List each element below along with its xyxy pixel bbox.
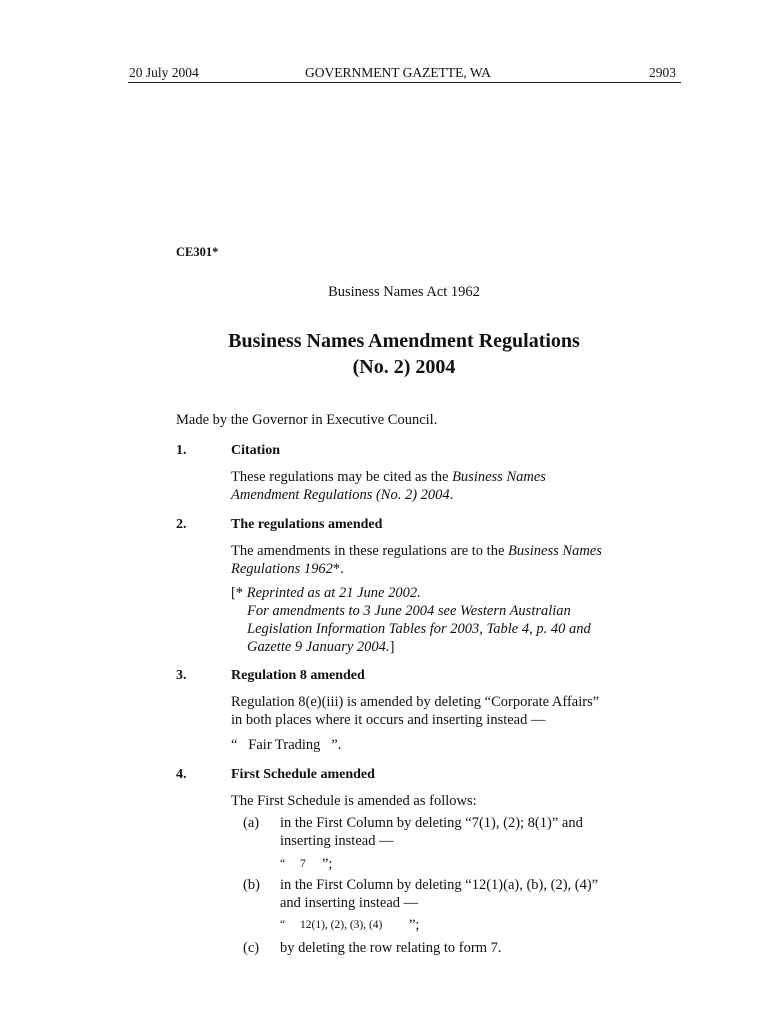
item-a-insert-open: “: [280, 858, 286, 870]
section-2-regulations-name: Regulations 1962: [231, 561, 333, 577]
section-3-text-line1: Regulation 8(e)(iii) is amended by deleting “Corporate Affairs”: [231, 694, 600, 710]
section-1-citation-name: Amendment Regulations (No. 2) 2004: [231, 487, 450, 503]
item-c-line1: by deleting the row relating to form 7.: [280, 940, 502, 956]
section-1-text-line2: [231, 487, 453, 504]
item-a-label: (a): [243, 815, 260, 831]
item-a-line1: in the First Column by deleting “7(1), (2); 8(1)” and: [280, 815, 583, 831]
section-4-number: 4.: [176, 767, 187, 782]
section-2-note-gazette: Gazette 9 January 2004.: [247, 639, 390, 655]
section-2-note-reprint: Reprinted as at 21 June 2002.: [246, 585, 421, 601]
section-1-text-plain: These regulations may be cited as the: [231, 469, 453, 485]
section-2-note-open: [*: [231, 585, 247, 601]
header-date: 20 July 2004: [129, 65, 199, 80]
section-3-insert: “ Fair Trading ”.: [231, 737, 342, 753]
regulation-title-line2: (No. 2) 2004: [352, 356, 456, 378]
section-2-text-plain: The amendments in these regulations are to the: [231, 543, 509, 559]
item-b-label: (b): [243, 877, 260, 893]
section-3-text-line2: in both places where it occurs and inserting instead —: [231, 712, 546, 728]
item-b-insert-value: 12(1), (2), (3), (4): [300, 919, 383, 931]
section-2-text-line1: [231, 543, 602, 560]
section-2-heading: The regulations amended: [231, 517, 383, 532]
item-b-insert-close: ”;: [409, 917, 420, 933]
section-4-heading: First Schedule amended: [231, 767, 375, 782]
section-2-number: 2.: [176, 517, 187, 532]
section-2-note-close: ]: [389, 639, 395, 655]
item-c-label: (c): [243, 940, 260, 956]
item-a-line2: inserting instead —: [280, 833, 394, 849]
section-2-note-line4: [247, 639, 394, 656]
section-2-text-end: *.: [332, 561, 344, 577]
section-2-note-line3: Legislation Information Tables for 2003, Table 4, p. 40 and: [247, 621, 591, 637]
header-page-number: 2903: [649, 65, 676, 80]
section-1-text-italic: Business Names: [452, 469, 546, 485]
item-b-line1: in the First Column by deleting “12(1)(a), (b), (2), (4)”: [280, 877, 599, 893]
item-b-insert-open: “: [280, 919, 286, 931]
section-1-heading: Citation: [231, 443, 280, 458]
section-3-heading: Regulation 8 amended: [231, 668, 365, 683]
section-2-note-line2: For amendments to 3 June 2004 see Western Australian: [247, 603, 571, 619]
notice-code: CE301*: [176, 245, 219, 259]
regulation-title-line1: Business Names Amendment Regulations: [228, 330, 580, 352]
section-4-intro: The First Schedule is amended as follows:: [231, 793, 477, 809]
item-a-insert-close: ”;: [322, 856, 333, 872]
section-2-note-line1: [231, 585, 421, 602]
section-1-number: 1.: [176, 443, 187, 458]
header-rule: [128, 82, 681, 83]
item-a-insert-value: 7: [300, 858, 306, 870]
section-1-text-line1: [231, 469, 546, 486]
section-2-text-line2: [231, 561, 344, 578]
preamble: Made by the Governor in Executive Council.: [176, 412, 438, 428]
section-2-text-italic: Business Names: [508, 543, 602, 559]
act-name: Business Names Act 1962: [328, 284, 480, 300]
section-1-text-end: .: [449, 487, 454, 503]
item-b-line2: and inserting instead —: [280, 895, 419, 911]
section-3-number: 3.: [176, 668, 187, 683]
header-publication: GOVERNMENT GAZETTE, WA: [305, 65, 491, 80]
